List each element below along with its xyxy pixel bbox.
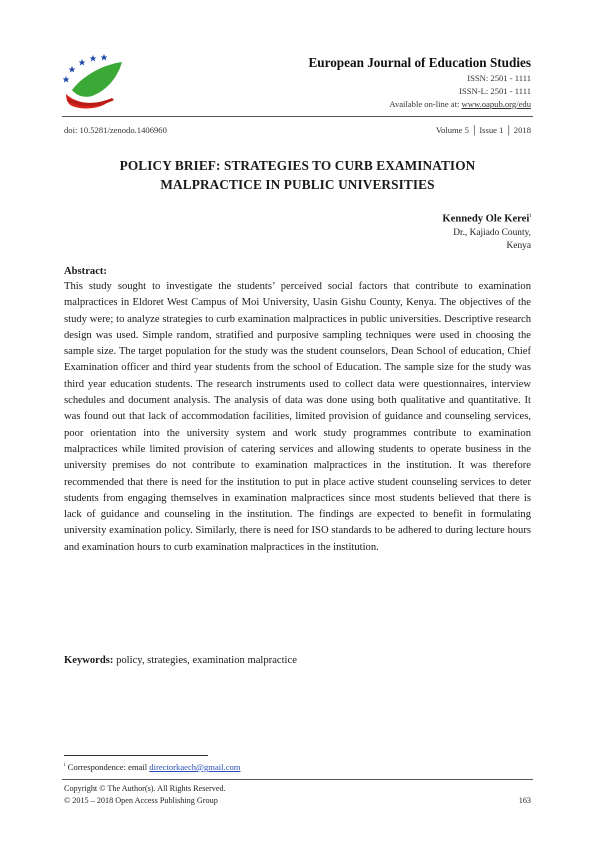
abstract-heading: Abstract: bbox=[64, 266, 107, 277]
keywords-label: Keywords: bbox=[64, 655, 114, 666]
journal-title: European Journal of Education Studies bbox=[308, 55, 531, 70]
journal-url-link[interactable]: www.oapub.org/edu bbox=[461, 99, 531, 109]
correspondence-email-link[interactable]: directorkaech@gmail.com bbox=[149, 762, 241, 772]
page-number: 163 bbox=[518, 796, 531, 805]
logo-green-wing bbox=[72, 62, 122, 97]
footer-divider bbox=[62, 779, 533, 780]
issn: ISSN: 2501 - 1111 bbox=[467, 73, 531, 83]
journal-logo bbox=[62, 50, 128, 112]
online-label: Available on-line at: bbox=[389, 99, 462, 109]
keywords-list: policy, strategies, examination malpractice bbox=[113, 655, 297, 666]
footnote-label: Correspondence: email bbox=[65, 762, 150, 772]
author-affiliation-line-1: Dr., Kajiado County, bbox=[453, 228, 531, 238]
issn-l: ISSN-L: 2501 - 1111 bbox=[459, 86, 531, 96]
article-title bbox=[62, 156, 533, 194]
article-title-line-2: MALPRACTICE IN PUBLIC UNIVERSITIES bbox=[160, 177, 435, 192]
keywords bbox=[64, 655, 297, 666]
author-name bbox=[442, 213, 531, 225]
copyright-line-1: Copyright © The Author(s). All Rights Reserved. bbox=[64, 784, 226, 793]
header-divider bbox=[62, 116, 533, 117]
volume-issue-year: Volume 5 │ Issue 1 │ 2018 bbox=[435, 125, 531, 135]
copyright-line-2: © 2015 – 2018 Open Access Publishing Group bbox=[64, 796, 218, 805]
doi: doi: 10.5281/zenodo.1406960 bbox=[64, 125, 167, 135]
correspondence-footnote bbox=[64, 762, 240, 772]
article-title-line-1: POLICY BRIEF: STRATEGIES TO CURB EXAMINATION bbox=[119, 158, 476, 173]
footnote-divider bbox=[64, 755, 208, 756]
author-name-text: Kennedy Ole Kerei bbox=[442, 213, 530, 225]
footnote-marker: i bbox=[64, 762, 66, 769]
online-availability bbox=[389, 99, 531, 109]
abstract-body: This study sought to investigate the students’ perceived social factors that contribute to examination malpractices in Eldoret West Campus of Moi University, Uasin Gishu County, Kenya. The objectives of the study were; to analyze strategies to curb examination malpractices in public universities. Descriptive research design was used. Simple random, stratified and purposive sampling techniques were used in choosing the sample size. The target population for the study was the student counselors, Dean School of education, Chief Examination officer and third year students from the school of Education. The sample size for the study was third year education students. The research instruments used to collect data were questionnaires, interview schedules and document analysis. The analysis of data was done using both qualitative and quantitative. It was found out that lack of accommodation facilities, limited provision of guidance and counseling services, poor orientation into the university system and work study programmes contribute to examination malpractices while limited provision of catering services and allowing students to operate business in the university premises do not contribute to examination malpractices in the institution. It was therefore recommended that there is need for the institution to put in place active student counseling services to deter students from engaging themselves in examination malpractices since most students believed that there is lack of guidance and counseling in the institution. The findings are expected to benefit in formulating university examination policy. Similarly, there is need for ISO standards to be adhered to during lecture hours and examination hours to curb examination malpractices in the institution. bbox=[64, 281, 531, 553]
author-footnote-marker[interactable]: i bbox=[529, 213, 531, 219]
author-affiliation-line-2: Kenya bbox=[506, 241, 531, 251]
